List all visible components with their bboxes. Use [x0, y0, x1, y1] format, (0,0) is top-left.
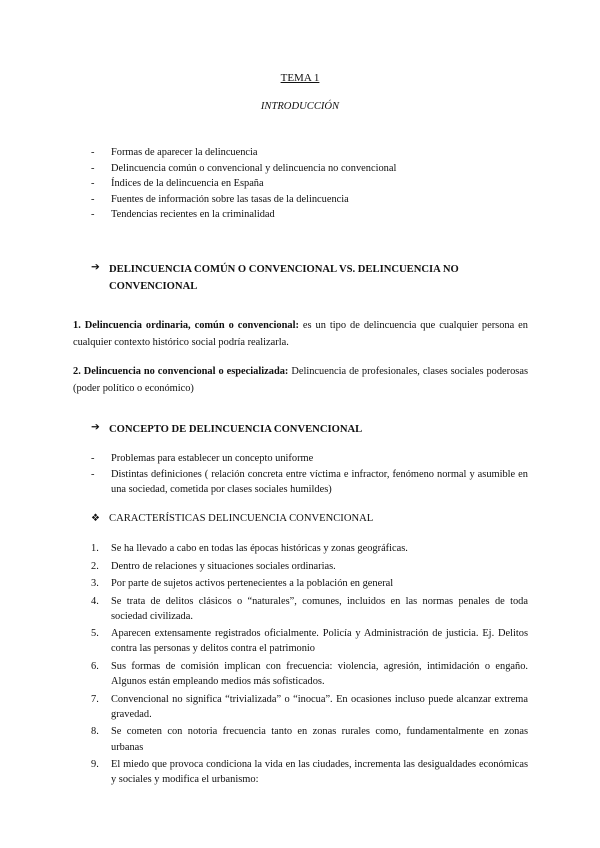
definition-no-convencional	[73, 364, 528, 397]
section-heading-text: CARACTERÍSTICAS DELINCUENCIA CONVENCIONAL	[109, 513, 374, 524]
arrow-icon: ➔	[91, 262, 100, 273]
list-item: 5. Aparecen extensamente registrados oficialmente. Policía y Administración de justicia. Ej. Delitos contra las personas y delitos contra el patrimonio	[91, 628, 528, 655]
list-item: - Problemas para establecer un concepto uniforme	[91, 451, 528, 467]
definition-ordinaria	[73, 318, 528, 351]
list-item: 4. Se trata de delitos clásicos o “naturales”, comunes, incluidos en las normas penales de toda sociedad civilizada.	[91, 595, 528, 622]
list-item: - Tendencias recientes en la criminalidad	[91, 207, 396, 223]
list-item: 9. El miedo que provoca condiciona la vida en las ciudades, incrementa las desigualdades económicas y sociales y modifica el urbanismo:	[91, 759, 528, 786]
section-heading-text: DELINCUENCIA COMÚN O CONVENCIONAL VS. DELINCUENCIA NO CONVENCIONAL	[109, 264, 459, 292]
definition-label: 2. Delincuencia no convencional o especializada:	[73, 366, 289, 377]
list-item: - Fuentes de información sobre las tasas de la delincuencia	[91, 192, 396, 208]
concepto-list	[91, 451, 528, 498]
caracteristicas-list	[91, 541, 528, 790]
list-item: 1. Se ha llevado a cabo en todas las épocas históricas y zonas geográficas.	[91, 543, 408, 554]
list-item: 8. Se cometen con notoria frecuencia tanto en zonas rurales como, fundamentalmente en zonas urbanas	[91, 726, 528, 753]
definition-text: Delincuencia de profesionales, clases sociales poderosas (poder político o económico)	[73, 366, 529, 394]
section-heading-text: CONCEPTO DE DELINCUENCIA CONVENCIONAL	[109, 424, 363, 435]
definition-label: 1. Delincuencia ordinaria, común o convencional:	[73, 320, 299, 331]
page-title: TEMA 1	[280, 72, 320, 84]
list-item: - Índices de la delincuencia en España	[91, 176, 396, 192]
list-item: 7. Convencional no significa “trivializada” o “inocua”. En ocasiones incluso puede alcanzar extrema gravedad.	[91, 693, 528, 720]
list-item: 3. Por parte de sujetos activos pertenecientes a la población en general	[91, 578, 394, 589]
list-item: 6. Sus formas de comisión implican con frecuencia: violencia, agresión, intimidación o engaño. Algunos están empleando medios más sofisticados.	[91, 660, 528, 688]
definition-text: es un tipo de delincuencia que cualquier persona en cualquier contexto histórico social podría realizarla.	[73, 320, 528, 348]
list-item: - Distintas definiciones ( relación concreta entre víctima e infractor, fenómeno normal y asumible en una sociedad, cometida por clases sociales humildes)	[91, 467, 528, 498]
list-item: 2. Dentro de relaciones y situaciones sociales ordinarias.	[91, 560, 336, 572]
list-item: - Delincuencia común o convencional y delincuencia no convencional	[91, 161, 396, 177]
topics-list	[91, 145, 396, 223]
diamond-bullet-icon: ❖	[91, 513, 100, 524]
page-subtitle: INTRODUCCIÓN	[260, 101, 340, 112]
arrow-icon: ➔	[91, 422, 100, 433]
list-item: - Formas de aparecer la delincuencia	[91, 145, 396, 161]
